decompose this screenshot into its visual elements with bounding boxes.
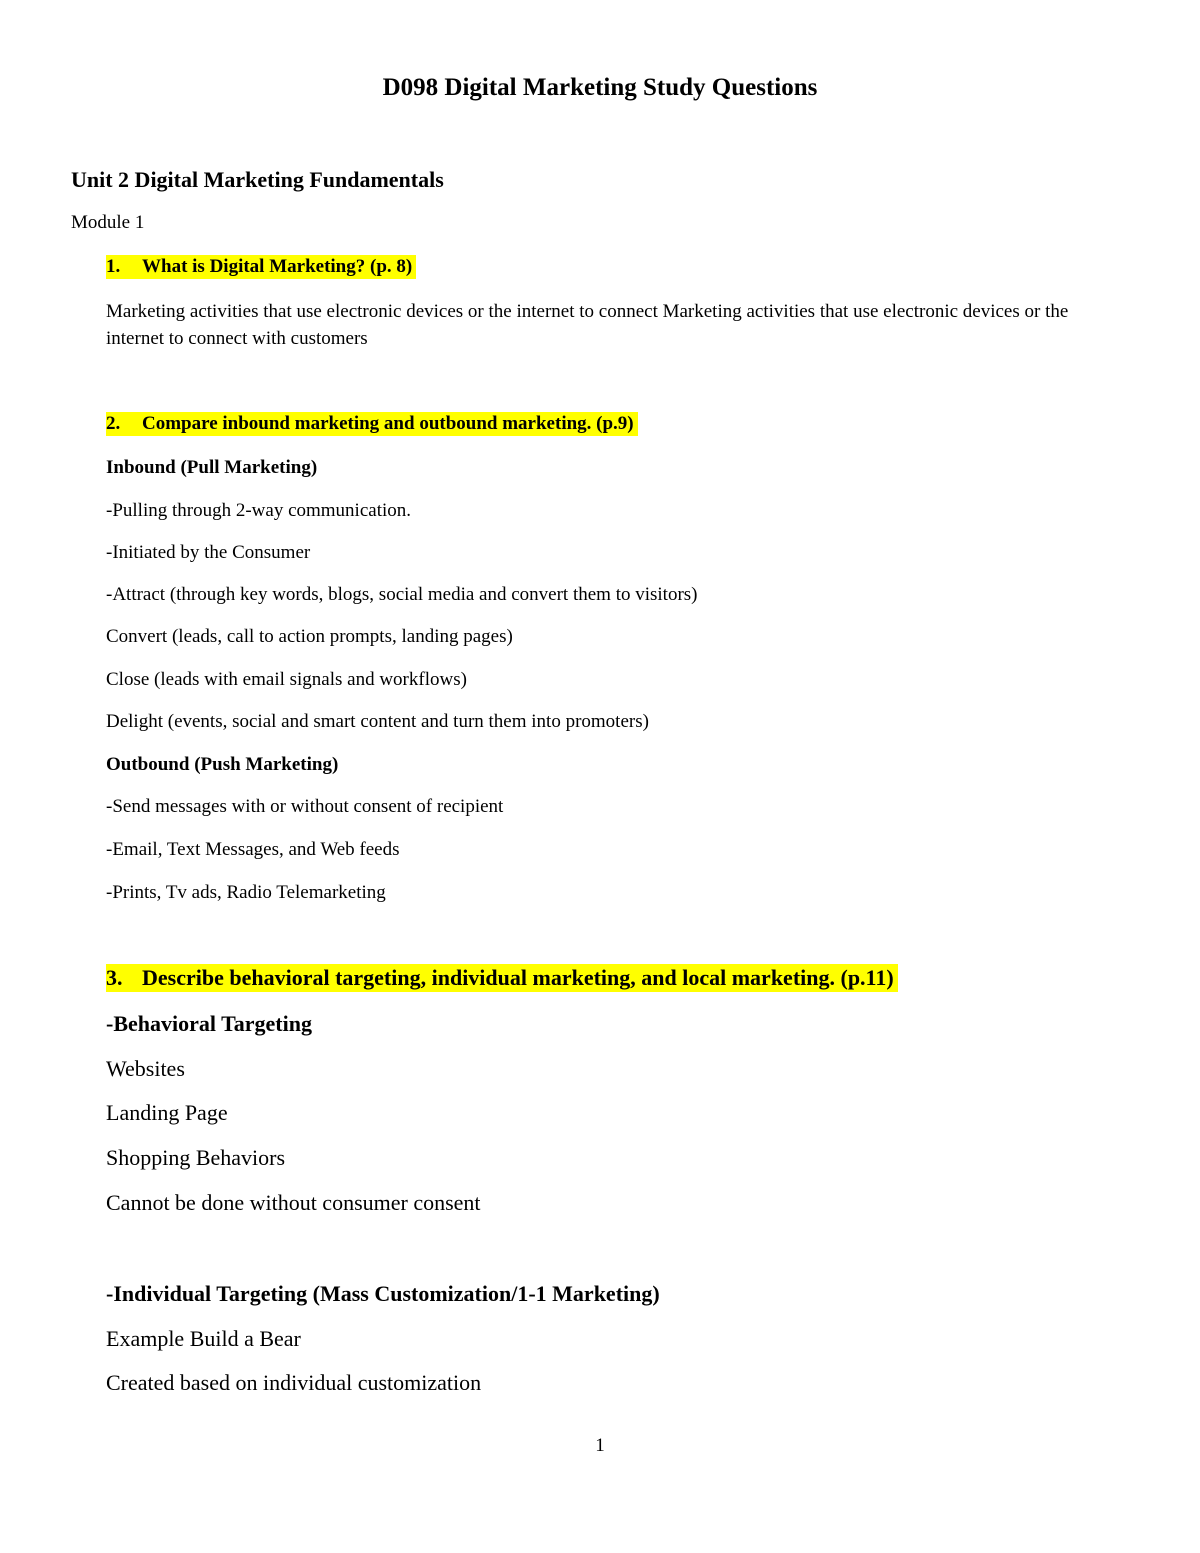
behavioral-item: Cannot be done without consumer consent [106,1190,481,1215]
question-1-number: 1. [106,256,121,277]
question-3-highlight [106,964,898,992]
inbound-item: Convert (leads, call to action prompts, landing pages) [106,626,513,647]
behavioral-targeting-heading: -Behavioral Targeting [106,1011,312,1036]
inbound-item: Delight (events, social and smart content and turn them into promoters) [106,711,649,732]
behavioral-item: Websites [106,1056,185,1081]
document-title: D098 Digital Marketing Study Questions [382,74,818,101]
individual-item: Created based on individual customization [106,1370,482,1395]
inbound-item: -Pulling through 2-way communication. [106,500,412,521]
inbound-item: -Initiated by the Consumer [106,542,311,563]
question-3 [106,967,898,989]
page-number: 1 [595,1435,605,1456]
behavioral-item: Landing Page [106,1100,228,1125]
inbound-heading: Inbound (Pull Marketing) [106,457,318,478]
unit-heading: Unit 2 Digital Marketing Fundamentals [71,167,444,192]
individual-item: Example Build a Bear [106,1326,301,1351]
outbound-heading: Outbound (Push Marketing) [106,754,339,775]
question-2-text: Compare inbound marketing and outbound marketing. (p.9) [142,413,634,434]
question-1-highlight [106,255,416,279]
question-3-number: 3. [106,965,123,990]
question-2-highlight [106,412,638,436]
individual-targeting-heading: -Individual Targeting (Mass Customization/1-1 Marketing) [106,1281,660,1306]
module-label: Module 1 [71,212,145,233]
behavioral-item: Shopping Behaviors [106,1145,286,1170]
outbound-item: -Email, Text Messages, and Web feeds [106,839,400,860]
question-1 [106,257,416,276]
question-3-text: Describe behavioral targeting, individual marketing, and local marketing. (p.11) [142,965,894,990]
question-2-number: 2. [106,413,121,434]
inbound-item: Close (leads with email signals and workflows) [106,669,467,690]
inbound-item: -Attract (through key words, blogs, social media and convert them to visitors) [106,584,698,605]
outbound-item: -Prints, Tv ads, Radio Telemarketing [106,882,386,903]
outbound-item: -Send messages with or without consent of recipient [106,796,504,817]
question-2 [106,414,638,433]
question-1-text: What is Digital Marketing? (p. 8) [142,256,413,277]
question-1-answer: Marketing activities that use electronic devices or the internet to connect Marketing activities that use electronic devices or the internet to connect with customers [106,301,1069,349]
